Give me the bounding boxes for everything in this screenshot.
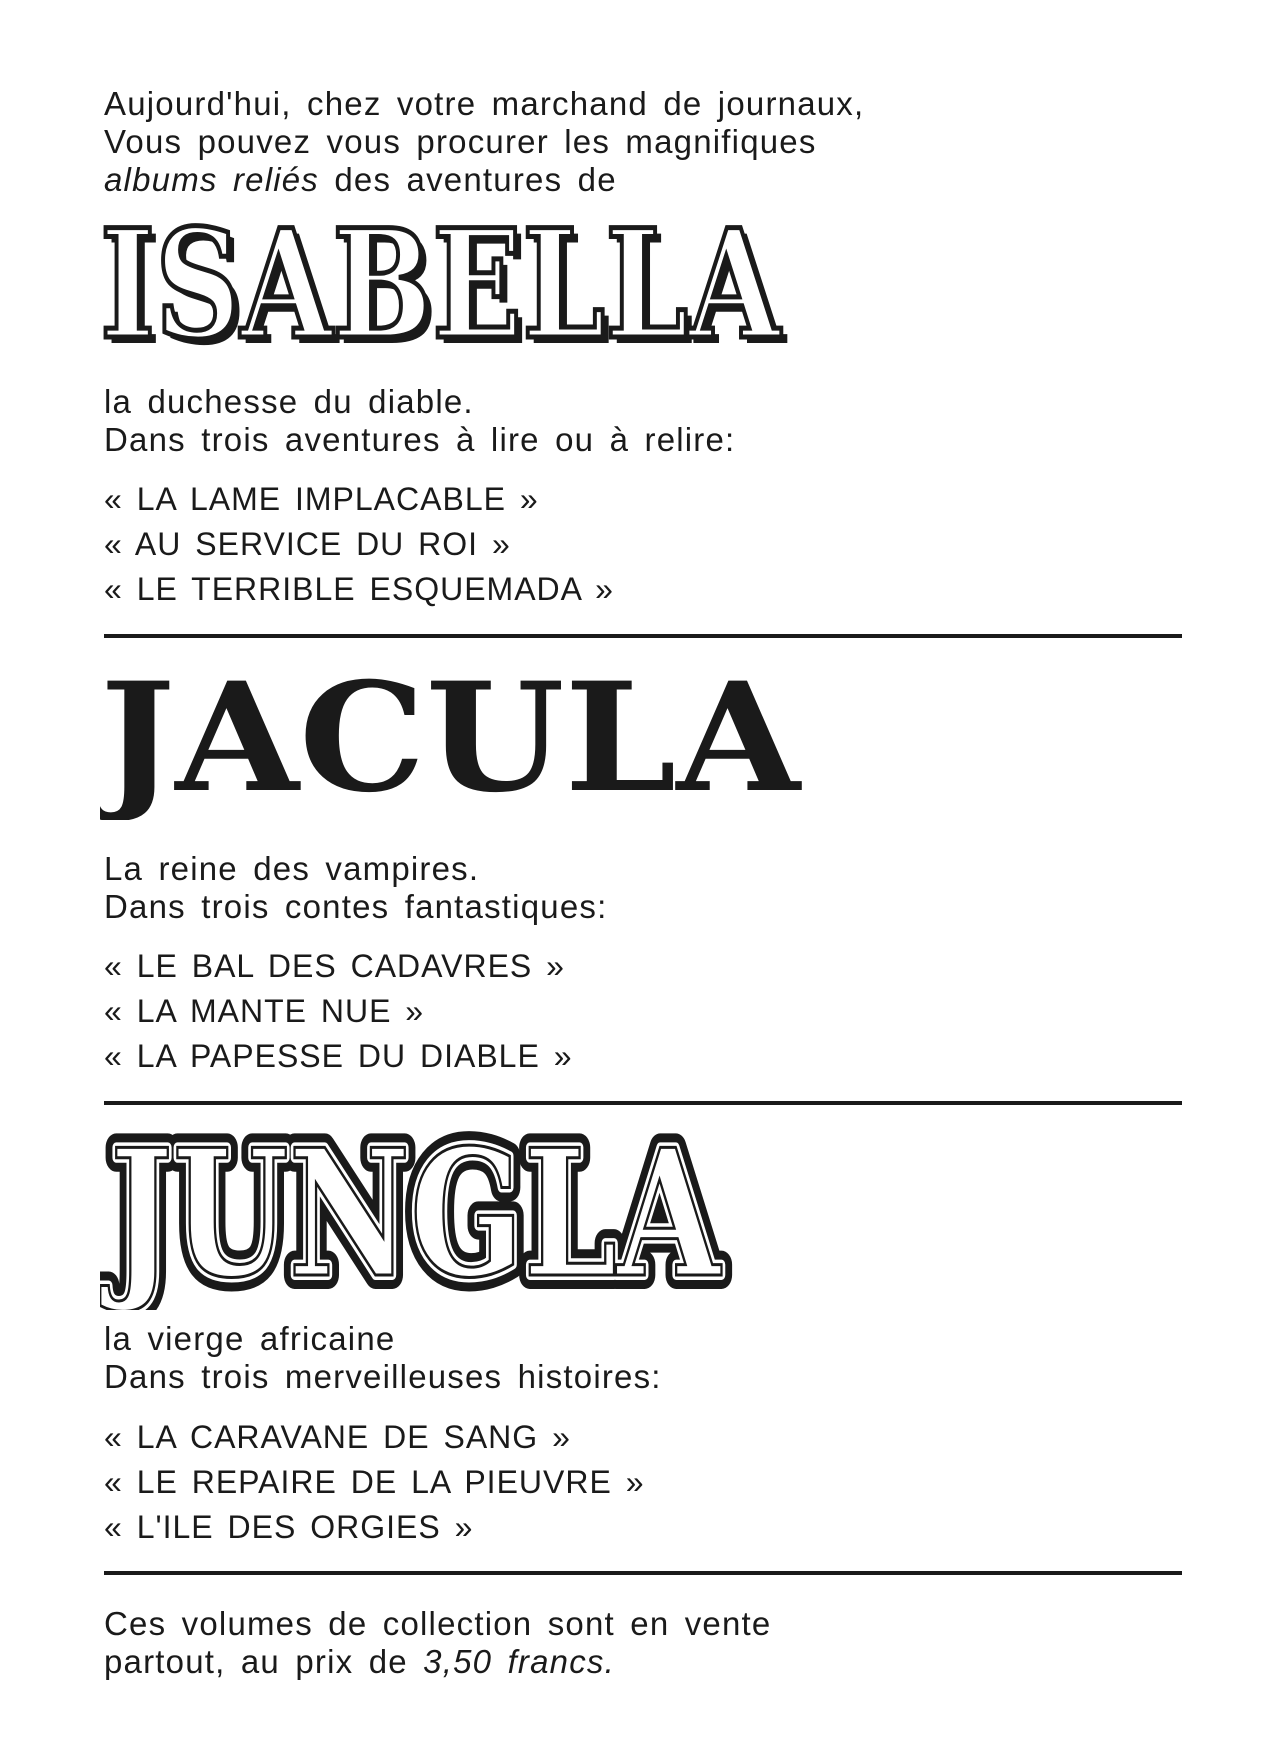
- jacula-title-2: « LA MANTE NUE »: [104, 993, 425, 1029]
- jacula-logo: [100, 660, 820, 825]
- isabella-title-3: « LE TERRIBLE ESQUEMADA »: [104, 571, 614, 607]
- isabella-logo-text: ISABELLA: [100, 215, 783, 373]
- footer-price-prefix: partout, au prix de: [104, 1643, 424, 1680]
- isabella-title-2: « AU SERVICE DU ROI »: [104, 526, 511, 562]
- intro-line-1: Aujourd'hui, chez votre marchand de journaux,: [104, 85, 865, 122]
- isabella-title-1: « LA LAME IMPLACABLE »: [104, 481, 539, 517]
- divider-3: [104, 1571, 1182, 1575]
- jacula-subtitle-2: Dans trois contes fantastiques:: [104, 888, 608, 925]
- jungla-logo-rim: JUNGLA: [100, 1112, 722, 1310]
- jungla-logo: [100, 1110, 740, 1315]
- jungla-title-2: « LE REPAIRE DE LA PIEUVRE »: [104, 1464, 645, 1500]
- jacula-title-1: « LE BAL DES CADAVRES »: [104, 948, 565, 984]
- divider-1: [104, 634, 1182, 638]
- footer-line-1: Ces volumes de collection sont en vente: [104, 1605, 772, 1642]
- jungla-logo-text: JUNGLA: [100, 1112, 722, 1310]
- jungla-title-1: « LA CARAVANE DE SANG »: [104, 1419, 571, 1455]
- intro-italic-text: albums reliés: [104, 161, 320, 198]
- isabella-subtitle-1: la duchesse du diable.: [104, 383, 474, 420]
- footer-line-2: [104, 1643, 615, 1681]
- jungla-logo-outline: JUNGLA: [100, 1112, 722, 1310]
- isabella-subtitle-2: Dans trois aventures à lire ou à relire:: [104, 421, 736, 458]
- divider-2: [104, 1101, 1182, 1105]
- jungla-subtitle-1: la vierge africaine: [104, 1320, 396, 1357]
- footer-price: 3,50 francs.: [423, 1643, 616, 1680]
- jacula-title-3: « LA PAPESSE DU DIABLE »: [104, 1038, 573, 1074]
- isabella-logo-shadow: ISABELLA: [106, 215, 789, 375]
- jacula-subtitle-1: La reine des vampires.: [104, 850, 480, 887]
- intro-line-2: Vous pouvez vous procurer les magnifiques: [104, 123, 817, 160]
- jungla-subtitle-2: Dans trois merveilleuses histoires:: [104, 1358, 662, 1395]
- intro-line-3-rest: des aventures de: [319, 161, 617, 198]
- jacula-logo-text: JACULA: [100, 660, 803, 820]
- jungla-title-3: « L'ILE DES ORGIES »: [104, 1509, 474, 1545]
- isabella-logo: [100, 215, 800, 380]
- intro-line-3: [104, 161, 617, 199]
